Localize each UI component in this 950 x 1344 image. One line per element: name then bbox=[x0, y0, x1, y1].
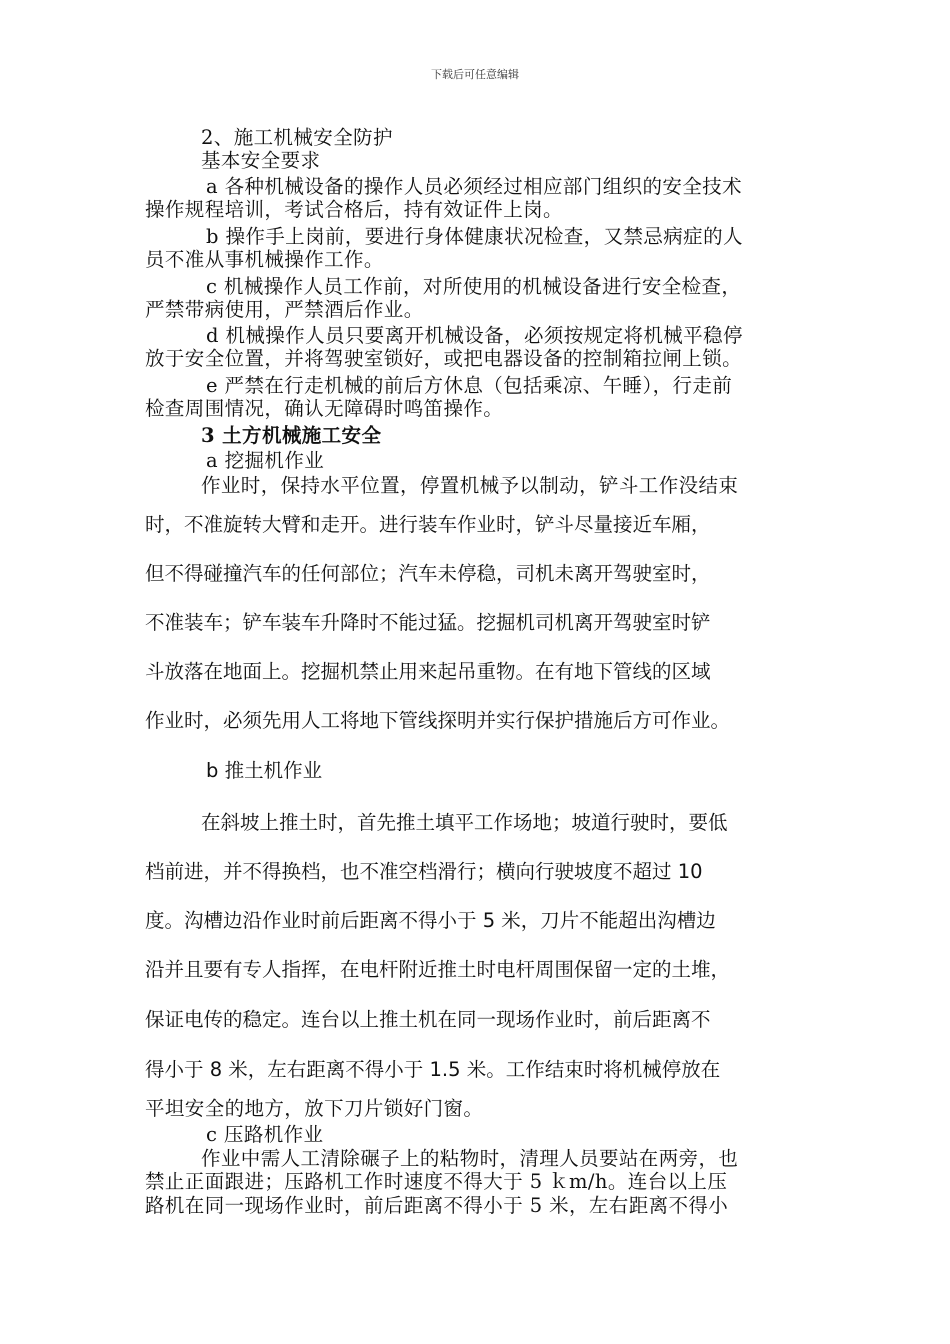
paragraph-line: 检查周围情况，确认无障碍时鸣笛操作。 bbox=[145, 397, 504, 420]
subheading: a 挖掘机作业 bbox=[206, 449, 325, 472]
paragraph-line: c 机械操作人员工作前，对所使用的机械设备进行安全检查， bbox=[206, 275, 742, 298]
paragraph-line: 斗放落在地面上。挖掘机禁止用来起吊重物。在有地下管线的区域 bbox=[145, 660, 711, 683]
subheading: 基本安全要求 bbox=[201, 149, 321, 172]
paragraph-line: 禁止正面跟进；压路机工作时速度不得大于 5 ｋm/h。连台以上压 bbox=[145, 1170, 728, 1193]
paragraph-line: 作业时，保持水平位置，停置机械予以制动，铲斗工作没结束 bbox=[201, 474, 739, 497]
paragraph-line: 沿并且要有专人指挥，在电杆附近推土时电杆周围保留一定的土堆， bbox=[145, 958, 731, 981]
paragraph-line: 操作规程培训，考试合格后，持有效证件上岗。 bbox=[145, 198, 563, 221]
paragraph-line: 作业中需人工清除碾子上的粘物时，清理人员要站在两旁，也 bbox=[201, 1147, 739, 1170]
paragraph-line: 作业时，必须先用人工将地下管线探明并实行保护措施后方可作业。 bbox=[145, 709, 731, 732]
paragraph-line: 严禁带病使用，严禁酒后作业。 bbox=[145, 298, 424, 321]
section-heading: 2、施工机械安全防护 bbox=[201, 126, 393, 149]
subheading: b 推土机作业 bbox=[206, 759, 323, 782]
paragraph-line: 度。沟槽边沿作业时前后距离不得小于 5 米，刀片不能超出沟槽边 bbox=[145, 909, 716, 932]
paragraph-line: 放于安全位置，并将驾驶室锁好，或把电器设备的控制箱拉闸上锁。 bbox=[145, 347, 743, 370]
paragraph-line: 路机在同一现场作业时，前后距离不得小于 5 米，左右距离不得小 bbox=[145, 1194, 729, 1217]
paragraph-line: 时，不准旋转大臂和走开。进行装车作业时，铲斗尽量接近车厢， bbox=[145, 513, 711, 536]
subheading: c 压路机作业 bbox=[206, 1123, 324, 1146]
paragraph-line: 得小于 8 米，左右距离不得小于 1.5 米。工作结束时将机械停放在 bbox=[145, 1058, 721, 1081]
paragraph-line: b 操作手上岗前，要进行身体健康状况检查，又禁忌病症的人 bbox=[206, 225, 743, 248]
section-heading: 3 土方机械施工安全 bbox=[201, 424, 382, 447]
paragraph-line: 但不得碰撞汽车的任何部位；汽车未停稳，司机未离开驾驶室时， bbox=[145, 562, 711, 585]
paragraph-line: e 严禁在行走机械的前后方休息（包括乘凉、午睡），行走前 bbox=[206, 374, 733, 397]
paragraph-line: 平坦安全的地方，放下刀片锁好门窗。 bbox=[145, 1097, 484, 1120]
paragraph-line: 档前进，并不得换档，也不准空档滑行；横向行驶坡度不超过 10 bbox=[145, 860, 703, 883]
paragraph-line: 不准装车；铲车装车升降时不能过猛。挖掘机司机离开驾驶室时铲 bbox=[145, 611, 711, 634]
paragraph-line: 在斜坡上推土时，首先推土填平工作场地；坡道行驶时，要低 bbox=[201, 811, 728, 834]
paragraph-line: 员不准从事机械操作工作。 bbox=[145, 248, 384, 271]
paragraph-line: a 各种机械设备的操作人员必须经过相应部门组织的安全技术 bbox=[206, 175, 743, 198]
paragraph-line: 保证电传的稳定。连台以上推土机在同一现场作业时，前后距离不 bbox=[145, 1008, 711, 1031]
paragraph-line: d 机械操作人员只要离开机械设备，必须按规定将机械平稳停 bbox=[206, 324, 743, 347]
page-header: 下载后可任意编辑 bbox=[431, 68, 519, 81]
